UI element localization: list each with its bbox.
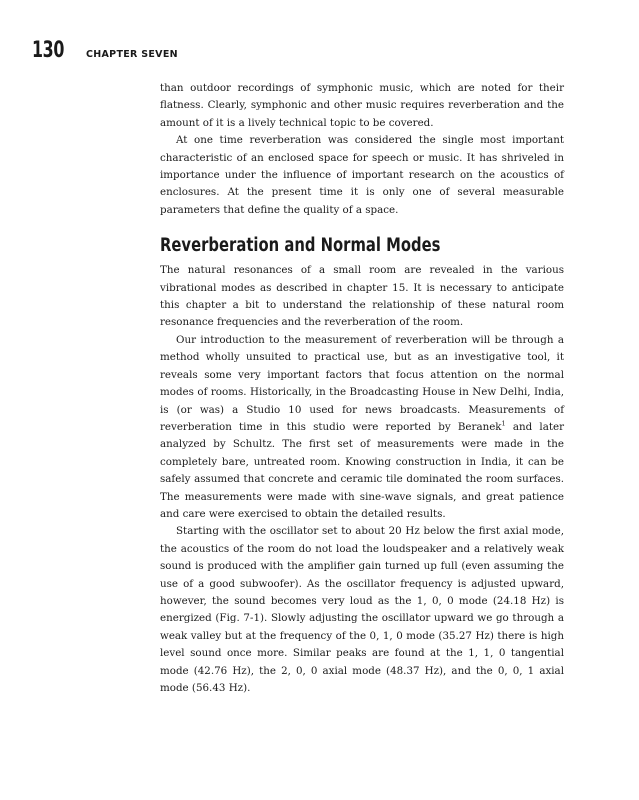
paragraph-reverberation-importance: At one time reverberation was considered the single most important characteristic of an enclosed space for speech or music. It has shriveled in importance under the influence of important research on the acoustics of enclosures. At the present time it is only one of several measurable parameters that define the quality of a space. <box>160 134 564 216</box>
paragraph-text-before-ref: Our introduction to the measurement of reverberation will be through a method wholly unsuited to practical use, but as an investigative tool, it reveals some very important factors that focus attention on the normal modes of rooms. Historically, in the Broadcasting House in New Delhi, India, is (or was) a Studio 10 used for news broadcasts. Measurements of reverberation time in this studio were reported by Beranek <box>160 333 564 433</box>
section-heading: Reverberation and Normal Modes <box>160 235 441 257</box>
running-head <box>32 38 178 63</box>
paragraph-measurement-intro <box>160 332 564 523</box>
paragraph-text-after-ref: and later analyzed by Schultz. The first set of measurements were made in the completely bare, untreated room. Knowing construction in India, it can be safely assumed that concrete and ceramic tile dominated the room surfaces. The measurements were made with sine-wave signals, and great patience and care were exercised to obtain the detailed results. <box>160 420 564 520</box>
paragraph-continued: than outdoor recordings of symphonic music, which are noted for their flatness. Clearly, symphonic and other music requires reverberation and the amount of it is a lively technical topic to be covered. <box>160 82 564 129</box>
body-text <box>160 80 564 697</box>
reference-marker: 1 <box>501 419 506 428</box>
page-number: 130 <box>32 38 64 63</box>
paragraph-natural-resonances: The natural resonances of a small room are revealed in the various vibrational modes as described in chapter 15. It is necessary to anticipate this chapter a bit to understand the relationship of these natural room resonance frequencies and the reverberation of the room. <box>160 264 564 329</box>
chapter-label: CHAPTER SEVEN <box>86 49 178 60</box>
paragraph-oscillator: Starting with the oscillator set to about 20 Hz below the first axial mode, the acoustics of the room do not load the loudspeaker and a relatively weak sound is produced with the amplifier gain turned up full (even assuming the use of a good subwoofer). As the oscillator frequency is adjusted upward, however, the sound becomes very loud as the 1, 0, 0 mode (24.18 Hz) is energized (Fig. 7-1). Slowly adjusting the oscillator upward we go through a weak valley but at the frequency of the 0, 1, 0 mode (35.27 Hz) there is high level sound once more. Similar peaks are found at the 1, 1, 0 tangential mode (42.76 Hz), the 2, 0, 0 axial mode (48.37 Hz), and the 0, 0, 1 axial mode (56.43 Hz). <box>160 525 564 694</box>
